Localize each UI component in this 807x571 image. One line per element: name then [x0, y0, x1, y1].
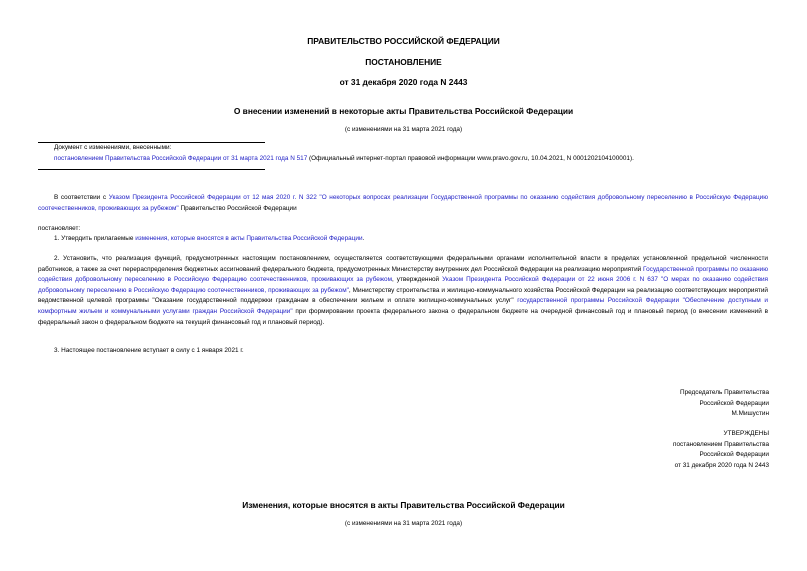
item-1-prefix: 1. Утвердить прилагаемые — [54, 235, 136, 242]
annex-title: Изменения, которые вносятся в акты Правительства Российской Федерации — [242, 500, 565, 510]
government-heading: ПРАВИТЕЛЬСТВО РОССИЙСКОЙ ФЕДЕРАЦИИ — [307, 36, 500, 46]
signature-country: Российской Федерации — [699, 399, 769, 407]
item-2-program-link[interactable]: Государственной программы по оказанию содействия добровольному переселению в Российскую Федерацию соотечественников, проживающих за рубежом — [38, 265, 768, 284]
approved-date: от 31 декабря 2020 года N 2443 — [674, 461, 769, 469]
preamble-prefix: В соответствии с — [54, 194, 109, 201]
item-1-changes-link[interactable]: изменения, которые вносятся в акты Правительства Российской Федерации — [135, 235, 363, 242]
preamble-decree-link[interactable]: Указом Президента Российской Федерации от 12 мая 2020 г. N 322 "О некоторых вопросах реализации Государственной программы по оказанию содействия добровольному переселению в Российскую Федерацию соотечественников, проживающих за рубежом" — [38, 194, 768, 212]
amendments-box — [54, 143, 768, 164]
signature-name: М.Мишустин — [731, 410, 769, 417]
amendments-intro: Документ с изменениями, внесенными: — [54, 144, 172, 151]
item-2-text-3: , Министерству строительства и жилищно-коммунального хозяйства Российской Федерации на реализацию соответствующих мероприятий ведомственной целевой программы "Оказание государственной поддержки гражданам в обеспечении жильем и оплате жилищно-коммунальных услуг" — [38, 286, 768, 305]
preamble-paragraph — [38, 193, 768, 214]
preamble-suffix: Правительство Российской Федерации — [178, 204, 297, 212]
annex-amended-note: (с изменениями на 31 марта 2021 года) — [344, 520, 463, 527]
signature-block — [680, 388, 769, 420]
item-2-text-2: , утвержденной — [392, 276, 443, 284]
amended-note: (с изменениями на 31 марта 2021 года) — [344, 126, 463, 133]
document-type: ПОСТАНОВЛЕНИЕ — [365, 57, 442, 67]
item-2-state-program-link[interactable]: государственной программы Российской Федерации "Обеспечение доступным и комфортным жильем и коммунальными услугами граждан Российской Федерации" — [38, 297, 768, 315]
item-2-text-4: при формировании проекта федерального закона о федеральном бюджете на очередной финансовый год и плановый период (о внесении изменений в федеральный закон о федеральном бюджете на текущий финансовый год и плановый период). — [38, 307, 768, 326]
approved-country: Российской Федерации — [699, 451, 769, 458]
approval-block — [673, 429, 769, 471]
item-1-suffix: . — [362, 235, 365, 242]
item-1 — [38, 234, 768, 245]
document-date-number: от 31 декабря 2020 года N 2443 — [339, 77, 468, 87]
amendment-link[interactable]: постановлением Правительства Российской Федерации от 31 марта 2021 года N 517 — [54, 154, 308, 162]
item-2-decree-link[interactable]: Указом Президента Российской Федерации от 22 июня 2006 г. N 637 "О мерах по оказанию содействия добровольному переселению в Российскую Федерацию соотечественников, проживающих за рубежом" — [38, 276, 768, 294]
document-title: О внесении изменений в некоторые акты Правительства Российской Федерации — [233, 106, 574, 116]
item-2-text-1: 2. Установить, что реализация функций, предусмотренных настоящим постановлением, осуществляется соответствующими федеральными органами исполнительной власти в пределах установленной предельной численности работников, а также за счет перераспределения бюджетных ассигнований федерального бюджета, предусмотренных Министерству внутренних дел Российской Федерации на реализацию мероприятий — [38, 255, 768, 273]
item-3: 3. Настоящее постановление вступает в силу с 1 января 2021 г. — [54, 347, 244, 354]
amendment-source: (Официальный интернет-портал правовой информации www.pravo.gov.ru, 10.04.2021, N 0001202104100001). — [307, 154, 634, 162]
approved-label: УТВЕРЖДЕНЫ — [723, 430, 769, 437]
item-2 — [38, 254, 768, 328]
approved-by: постановлением Правительства — [673, 440, 769, 448]
signature-position: Председатель Правительства — [680, 389, 769, 396]
amendments-bottom-rule — [38, 169, 265, 170]
amendments-line — [54, 154, 768, 165]
resolves-line: постановляет: — [38, 225, 81, 232]
